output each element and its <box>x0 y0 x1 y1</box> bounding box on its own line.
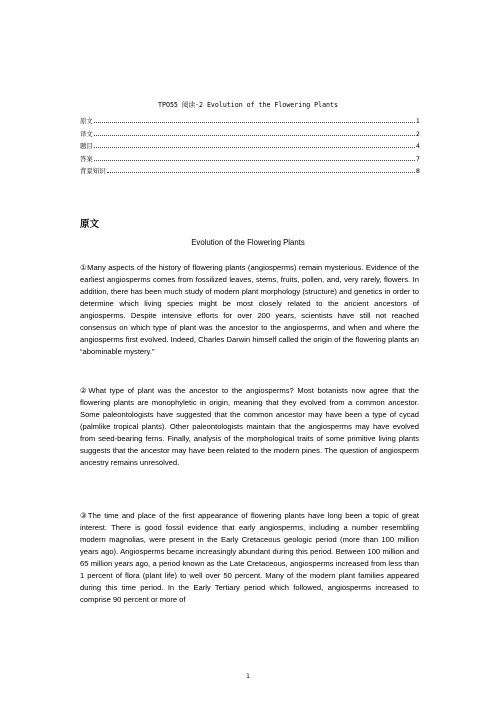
toc-leader <box>94 160 415 161</box>
passage-title: Evolution of the Flowering Plants <box>191 238 305 247</box>
toc-label: 背景知识 <box>80 166 106 175</box>
toc-label: 原文 <box>80 117 93 126</box>
paragraph-3: ③The time and place of the first appearance of flowering plants have long been a topic of great interest. There is good fossil evidence that early angiosperms, including a number resembling modern magnolias, were present in the Early Cretaceous geologic period (more than 100 million years ago). Angiosperms became increasingly abundant during this period. Between 100 million and 65 million years ago, a period known as the Late Cretaceous, angiosperms increased from less than 1 percent of flora (plant life) to well over 50 percent. Many of the modern plant families appeared during this time period. In the Early Tertiary period which followed, angiosperms increased to comprise 90 percent or more of <box>80 511 419 604</box>
table-of-contents <box>80 113 420 175</box>
document-title: TPO55 阅读-2 Evolution of the Flowering Plants <box>158 101 338 109</box>
toc-label: 题目 <box>80 142 93 151</box>
toc-entry-background[interactable] <box>80 163 420 175</box>
toc-page: 1 <box>415 117 420 126</box>
toc-leader <box>94 147 415 148</box>
toc-entry-translation[interactable] <box>80 125 420 137</box>
section-heading: 原文 <box>80 219 100 230</box>
paragraph-1: ①Many aspects of the history of flowering plants (angiosperms) remain mysterious. Evidence of the earliest angiosperms comes from fossilized leaves, stems, fruits, pollen, and, very rarely, flowers. In addition, there has been much study of modern plant morphology (structure) and genetics in order to determine which living species might be most closely related to the ancient ancestors of angiosperms. Despite intensive efforts for over 200 years, scientists have still not reached consensus on which type of plant was the ancestor to the angiosperms, and when and where the angiosperms first evolved. Indeed, Charles Darwin himself called the origin of the flowering plants an “abominable mystery.” <box>80 263 419 356</box>
toc-page: 2 <box>415 129 420 138</box>
toc-page: 4 <box>415 142 420 151</box>
paragraph-2: ②What type of plant was the ancestor to the angiosperms? Most botanists now agree that the flowering plants are monophyletic in origin, meaning that they evolved from a common ancestor. Some paleontologists have suggested that the common ancestor may have been a type of cycad (palmlike tropical plants). Other paleontologists maintain that the angiosperms may have evolved from seed-bearing ferns. Finally, analysis of the morphological traits of some primitive living plants suggests that the ancestor may have been related to the modern pines. The question of angiosperm ancestry remains unresolved. <box>80 386 419 467</box>
toc-leader <box>107 172 415 173</box>
toc-entry-answers[interactable] <box>80 150 420 162</box>
toc-label: 译文 <box>80 129 93 138</box>
toc-label: 答案 <box>80 154 93 163</box>
toc-entry-original[interactable] <box>80 113 420 125</box>
toc-page: 7 <box>415 154 420 163</box>
toc-page: 8 <box>415 166 420 175</box>
page-number: 1 <box>246 673 250 680</box>
toc-leader <box>94 135 415 136</box>
toc-leader <box>94 122 415 123</box>
toc-entry-questions[interactable] <box>80 138 420 150</box>
